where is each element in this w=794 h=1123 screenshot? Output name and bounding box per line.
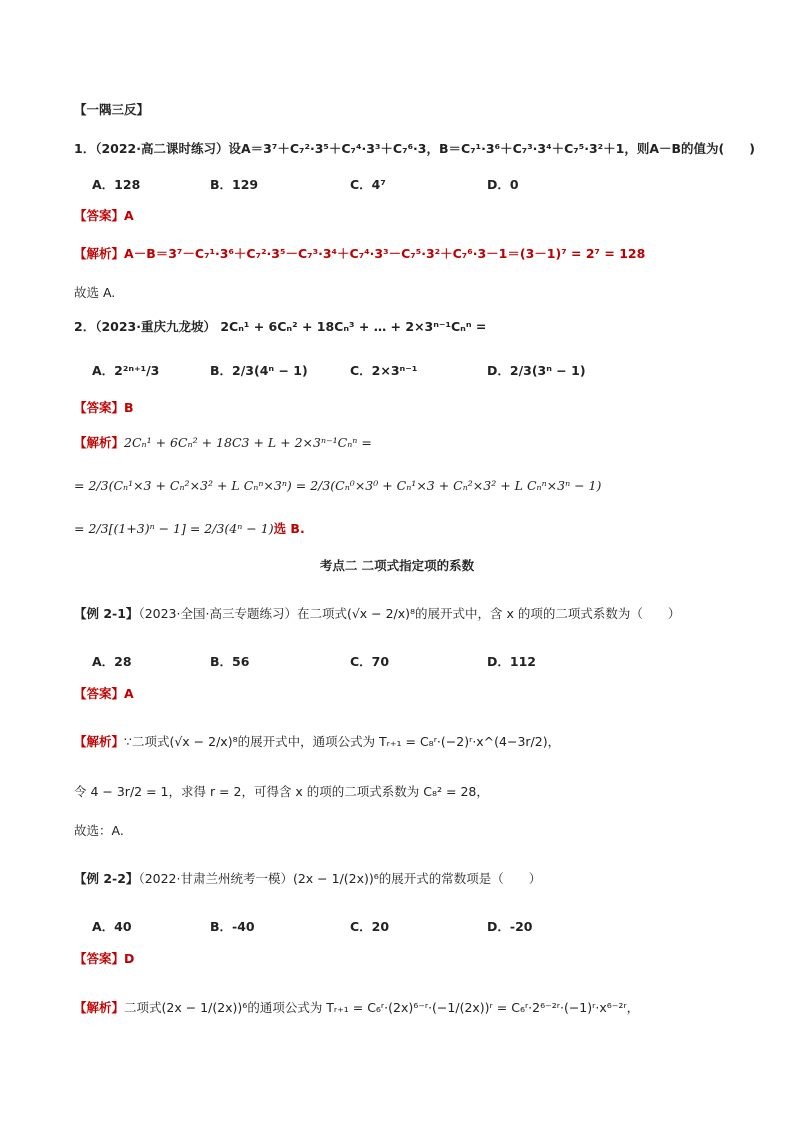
q2-analysis-3 <box>74 519 305 539</box>
q1-analysis <box>74 244 645 264</box>
ex22-option-c: C．20 <box>350 919 390 934</box>
q1-option-c: C．4⁷ <box>350 177 386 192</box>
example-label: 【例 2-1】 <box>74 606 139 621</box>
example-text: （2022·甘肃兰州统考一模）(2x − 1/(2x))⁶的展开式的常数项是（ ） <box>138 871 542 886</box>
q1-conclusion: 故选 A. <box>74 285 116 300</box>
answer-value: A <box>124 686 134 701</box>
answer-label: 【答案】 <box>74 686 125 701</box>
analysis-label: 【解析】 <box>74 246 125 261</box>
answer-value: D <box>124 951 135 966</box>
section-title: 考点二 二项式指定项的系数 <box>319 558 475 573</box>
q1-option-d: D．0 <box>487 177 519 192</box>
ex21-option-c: C．70 <box>350 654 390 669</box>
ex22-option-a: A．40 <box>92 919 132 934</box>
analysis-text: 2Cₙ¹ + 6Cₙ² + 18C3 + L + 2×3ⁿ⁻¹Cₙⁿ = <box>124 435 372 450</box>
ex21-option-a: A．28 <box>92 654 132 669</box>
q2-option-b: B．2/3(4ⁿ − 1) <box>210 363 308 378</box>
analysis-conclusion: 选 B. <box>273 521 305 536</box>
analysis-text: ∵二项式(√x − 2/x)⁸的展开式中，通项公式为 Tᵣ₊₁ = C₈ʳ·(−2)ʳ·x^(4−3r/2)， <box>124 734 561 749</box>
q2-option-c: C．2×3ⁿ⁻¹ <box>350 363 418 378</box>
answer-label: 【答案】 <box>74 400 125 415</box>
example-label: 【例 2-2】 <box>74 871 139 886</box>
analysis-text: = 2/3[(1+3)ⁿ − 1] = 2/3(4ⁿ − 1) <box>74 521 274 536</box>
ex22-option-d: D．-20 <box>487 919 533 934</box>
answer-value: A <box>124 208 134 223</box>
ex21-conclusion: 故选：A. <box>74 823 124 838</box>
answer-label: 【答案】 <box>74 208 125 223</box>
example-text: （2023·全国·高三专题练习）在二项式(√x − 2/x)⁸的展开式中，含 x 的项的二项式系数为（ ） <box>138 606 681 621</box>
ex22-option-b: B．-40 <box>210 919 255 934</box>
q2-option-d: D．2/3(3ⁿ − 1) <box>487 363 586 378</box>
example-2-1-stem <box>74 604 680 624</box>
ex21-analysis-1 <box>74 732 560 752</box>
example-2-2-stem <box>74 869 541 889</box>
answer-value: B <box>124 400 134 415</box>
ex21-analysis-2: 令 4 − 3r/2 = 1，求得 r = 2，可得含 x 的项的二项式系数为 C₈² = 28， <box>74 784 489 799</box>
q1-option-b: B．129 <box>210 177 259 192</box>
q1-option-a: A．128 <box>92 177 141 192</box>
ex22-answer <box>74 949 134 969</box>
analysis-label: 【解析】 <box>74 435 125 450</box>
ex21-option-d: D．112 <box>487 654 536 669</box>
q1-answer <box>74 206 134 226</box>
q2-analysis-2: = 2/3(Cₙ¹×3 + Cₙ²×3² + L Cₙⁿ×3ⁿ) = 2/3(Cₙ⁰×3⁰ + Cₙ¹×3 + Cₙ²×3² + L Cₙⁿ×3ⁿ − 1) <box>74 478 602 493</box>
q2-option-a: A．2²ⁿ⁺¹/3 <box>92 363 160 378</box>
analysis-label: 【解析】 <box>74 734 125 749</box>
question-1-stem: 1．（2022·高二课时练习）设A＝3⁷＋C₇²·3⁵＋C₇⁴·3³＋C₇⁶·3，B＝C₇¹·3⁶＋C₇³·3⁴＋C₇⁵·3²＋1，则A－B的值为( ) <box>74 141 755 156</box>
section-header: 【一隅三反】 <box>74 102 150 117</box>
question-2-stem: 2．（2023·重庆九龙坡） 2Cₙ¹ + 6Cₙ² + 18Cₙ³ + … + 2×3ⁿ⁻¹Cₙⁿ = <box>74 319 487 334</box>
ex22-analysis <box>74 998 639 1018</box>
answer-label: 【答案】 <box>74 951 125 966</box>
q2-analysis-1 <box>74 433 372 453</box>
ex21-answer <box>74 684 134 704</box>
ex21-option-b: B．56 <box>210 654 250 669</box>
q2-answer <box>74 398 134 418</box>
analysis-text: A－B＝3⁷－C₇¹·3⁶＋C₇²·3⁵－C₇³·3⁴＋C₇⁴·3³－C₇⁵·3²＋C₇⁶·3－1＝(3－1)⁷ = 2⁷ = 128 <box>124 246 646 261</box>
analysis-text: 二项式(2x − 1/(2x))⁶的通项公式为 Tᵣ₊₁ = C₆ʳ·(2x)⁶⁻ʳ·(−1/(2x))ʳ = C₆ʳ·2⁶⁻²ʳ·(−1)ʳ·x⁶⁻²ʳ， <box>124 1000 640 1015</box>
analysis-label: 【解析】 <box>74 1000 125 1015</box>
